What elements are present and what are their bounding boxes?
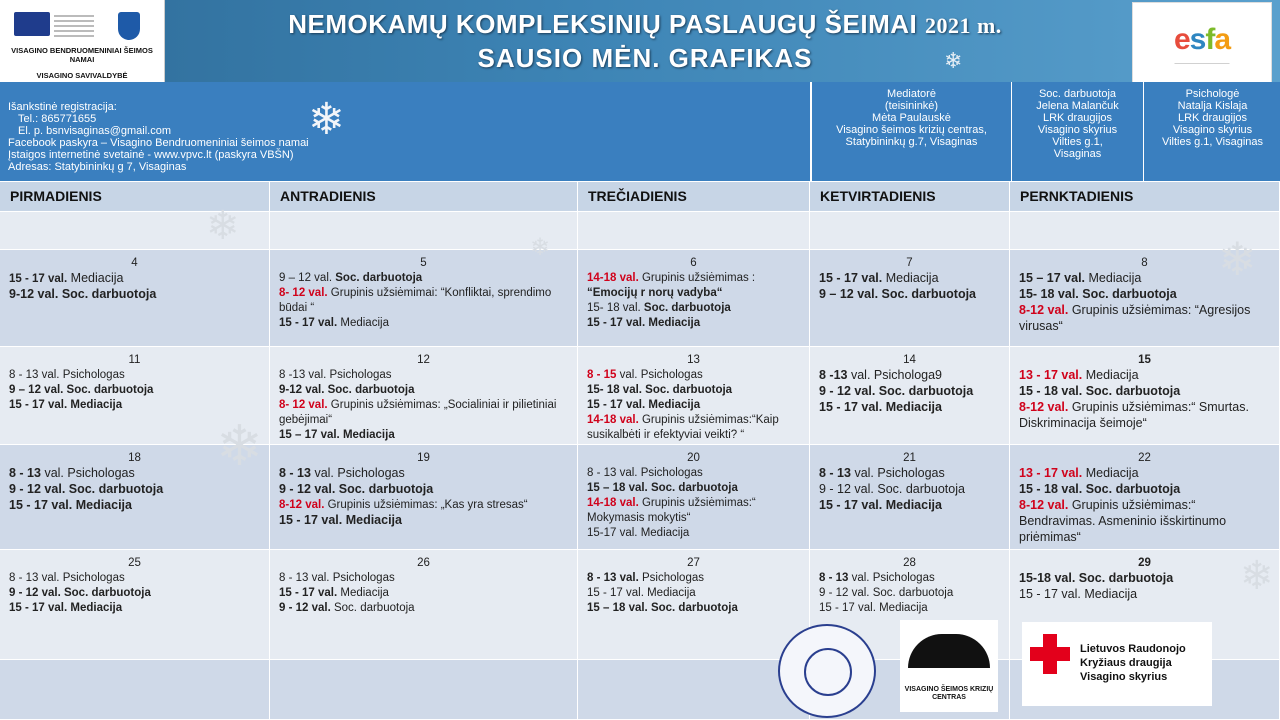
entry-time: 15 - 17 val. Mediacija	[1019, 587, 1138, 601]
entry-time: 8 -13	[279, 369, 309, 381]
staff-psychologist	[1143, 82, 1280, 181]
schedule-entry	[819, 368, 1000, 384]
schedule-entry	[819, 498, 1000, 514]
schedule-entry	[9, 398, 260, 413]
entry-time: 8 - 13	[9, 572, 42, 584]
schedule-entry	[587, 481, 800, 496]
entry-description: Grupinis užsiėmimas:“Kaip susikalbėti ir efektyviai veikti? “	[587, 414, 779, 441]
entry-time: 15 - 18 val. Soc. darbuotoja	[1019, 384, 1181, 398]
entry-time: 8 - 13	[819, 572, 852, 584]
schedule-entry	[819, 482, 1000, 498]
entry-time: 15 - 17 val. Mediacija	[819, 602, 928, 614]
entry-time: 9 - 12 val. Soc. darbuotoja	[819, 482, 965, 496]
schedule-entry	[587, 466, 800, 481]
entry-description: val. Psichologas	[619, 369, 703, 381]
day-cell	[0, 250, 270, 347]
esfa-logo-text: esfa	[1173, 23, 1231, 56]
staff-line: Vilties g.1, Visaginas	[1161, 136, 1264, 148]
entry-time: 15 - 17 val.	[819, 271, 883, 285]
schedule-entry	[819, 466, 1000, 482]
entry-time: 8- 12 val.	[279, 399, 328, 411]
visaginas-crest-icon	[118, 12, 140, 40]
entry-time: 15 - 17 val. Mediacija	[9, 602, 123, 614]
day-cell	[810, 445, 1010, 550]
entry-time: 15- 18 val. Soc. darbuotoja	[587, 384, 733, 396]
entry-description: Mediacija	[1082, 466, 1139, 480]
entry-time: 9 - 12 val. Soc. darbuotoja	[819, 384, 974, 398]
title-line2: SAUSIO MĖN. GRAFIKAS	[477, 43, 813, 73]
day-number: 12	[417, 354, 430, 366]
entry-time: 15 - 17 val. Mediacija	[819, 498, 942, 512]
esfa-logo-sub-icon: ———————————	[1174, 61, 1230, 67]
logo-left	[0, 0, 165, 84]
schedule-entry	[1019, 482, 1270, 498]
schedule-entry	[9, 498, 260, 514]
schedule-entry	[279, 398, 568, 428]
staff-line: Visagino šeimos krizių centras,	[836, 124, 987, 136]
entry-description: Psichologas	[641, 572, 704, 584]
day-number: 18	[128, 452, 141, 464]
weekday-header-row	[0, 182, 1280, 212]
title-year: 2021 m.	[924, 13, 1002, 38]
schedule-entry	[819, 287, 1000, 303]
schedule-entry	[9, 571, 260, 586]
day-cell	[810, 250, 1010, 347]
info-line: El. p. bsnvisaginas@gmail.com	[18, 125, 172, 137]
entry-description: val. Psichologas	[44, 466, 135, 480]
entry-description: Grupinis užsiėmimas:“ Mokymasis mokytis“	[587, 497, 756, 524]
schedule-entry	[587, 286, 800, 301]
day-number: 28	[903, 557, 916, 569]
entry-time: 9 - 12 val. Soc. darbuotoja	[9, 587, 151, 599]
entry-description: Mediacija	[1082, 368, 1139, 382]
day-number: 27	[687, 557, 700, 569]
day-number: 13	[687, 354, 700, 366]
entry-description: Grupinis užsiėmimas:“ Smurtas. Diskriminacija šeimoje“	[1019, 400, 1249, 430]
logo-left-sub: VISAGINO SAVIVALDYBĖ	[36, 71, 128, 80]
schedule-entry	[279, 601, 568, 616]
entry-description: Grupinis užsiėmimas :	[638, 272, 756, 284]
schedule-entry	[587, 301, 800, 316]
schedule-entry	[1019, 384, 1270, 400]
entry-time: 8 - 15	[587, 369, 620, 381]
weekday-header: KETVIRTADIENIS	[810, 182, 1010, 212]
logo-left-name: VISAGINO BENDRUOMENINIAI ŠEIMOS NAMAI	[11, 46, 153, 64]
schedule-entry	[279, 513, 568, 529]
snowflake-icon: ❄	[1240, 554, 1274, 598]
entry-time: 15 - 17 val. Mediacija	[819, 400, 942, 414]
entry-time: 15- 18 val. Soc. darbuotoja	[1019, 287, 1177, 301]
entry-time: 9-12 val. Soc. darbuotoja	[279, 384, 415, 396]
schedule-entry	[1019, 400, 1270, 432]
info-line: Išankstinė registracija:	[8, 101, 117, 113]
entry-description: val. Psichologas	[851, 572, 935, 584]
entry-time: 8 - 13	[819, 466, 855, 480]
day-cell	[1010, 445, 1280, 550]
weekday-header: PIRMADIENIS	[0, 182, 270, 212]
entry-time: 8-12 val.	[279, 499, 325, 511]
empty-row	[0, 212, 1280, 250]
entry-description: Soc. darbuotoja	[333, 602, 415, 614]
schedule-entry	[819, 601, 1000, 616]
staff-line: LRK draugijos	[1042, 112, 1113, 124]
entry-time: 8- 12 val.	[279, 287, 328, 299]
entry-description: Mediacija	[337, 317, 389, 329]
schedule-entry	[9, 383, 260, 398]
entry-time: 8 - 13	[279, 572, 312, 584]
entry-description: Mediacija	[882, 271, 939, 285]
entry-time: 13 - 17 val.	[1019, 368, 1083, 382]
empty-cell	[0, 660, 270, 720]
day-number: 14	[903, 354, 916, 366]
entry-description: Grupinis užsiėmimai: “Konfliktai, sprendimo būdai “	[279, 287, 552, 314]
snowflake-icon: ❄	[944, 48, 963, 73]
entry-time: 15 – 18 val. Soc. darbuotoja	[587, 602, 738, 614]
day-number: 20	[687, 452, 700, 464]
schedule-entry	[279, 482, 568, 498]
staff-line: Visagino skyrius	[1037, 124, 1118, 136]
staff-line: Soc. darbuotoja	[1038, 88, 1117, 100]
empty-cell	[810, 212, 1010, 250]
snowflake-icon: ❄	[1218, 233, 1257, 285]
weekday-header: PERNKTADIENIS	[1010, 182, 1280, 212]
umbrella-icon	[908, 634, 990, 668]
entry-description: val. Psichologa9	[850, 368, 942, 382]
empty-cell	[578, 660, 810, 720]
entry-time: 14-18 val.	[587, 414, 639, 426]
entry-description: Grupinis užsiėmimas: „Kas yra stresas“	[324, 499, 528, 511]
schedule-entry	[1019, 498, 1270, 546]
entry-description: val. Psichologas	[311, 572, 395, 584]
day-number: 15	[1138, 354, 1151, 366]
schedule-entry	[279, 586, 568, 601]
schedule-entry	[279, 498, 568, 513]
weekday-header: ANTRADIENIS	[270, 182, 578, 212]
entry-time: 9 – 12 val.	[279, 272, 336, 284]
staff-mediator	[811, 82, 1011, 181]
staff-line: (teisininkė)	[884, 100, 939, 112]
red-cross-line: Lietuvos Raudonojo	[1080, 643, 1186, 655]
schedule-entry	[587, 571, 800, 586]
day-cell	[270, 550, 578, 660]
staff-line: Mediatorė	[887, 88, 936, 100]
schedule-entry	[9, 482, 260, 498]
staff-line: Visaginas	[1053, 148, 1102, 160]
schedule-entry	[9, 368, 260, 383]
day-cell	[810, 347, 1010, 445]
pelican-emblem-icon	[778, 624, 876, 718]
schedule-entry	[819, 400, 1000, 416]
entry-time: 15 - 17 val. Mediacija	[587, 317, 701, 329]
schedule-entry	[1019, 587, 1270, 603]
entry-time: 9 – 12 val. Soc. darbuotoja	[9, 384, 154, 396]
schedule-entry	[279, 368, 568, 383]
snowflake-icon: ❄	[308, 95, 345, 144]
schedule-entry	[279, 383, 568, 398]
schedule-entry	[587, 368, 800, 383]
week-row	[0, 347, 1280, 445]
crisis-center-logo	[900, 620, 998, 712]
entry-time: 9-12 val. Soc. darbuotoja	[9, 287, 157, 301]
esfa-logo	[1132, 2, 1272, 86]
day-cell	[578, 347, 810, 445]
entry-description: val. Psichologas	[41, 572, 125, 584]
red-cross-line: Visagino skyrius	[1080, 671, 1168, 683]
day-cell	[0, 550, 270, 660]
day-number: 8	[1141, 257, 1148, 269]
schedule-entry	[587, 413, 800, 443]
day-number: 22	[1138, 452, 1151, 464]
info-line: Tel.: 865771655	[18, 113, 97, 125]
schedule-entry	[1019, 368, 1270, 384]
snowflake-icon: ❄	[216, 414, 263, 477]
schedule-entry	[587, 496, 800, 526]
day-number: 7	[906, 257, 913, 269]
day-number: 5	[420, 257, 427, 269]
info-line: Facebook paskyra – Visagino Bendruomeniniai šeimos namai	[8, 137, 309, 149]
entry-time: 8 - 13	[279, 466, 315, 480]
entry-description: val. Psichologas	[308, 369, 392, 381]
entry-time: 15 – 18 val. Soc. darbuotoja	[587, 482, 738, 494]
entry-time: 15 - 17 val.	[279, 587, 341, 599]
schedule-entry	[279, 428, 568, 443]
entry-time: 15 - 17 val.	[279, 317, 338, 329]
entry-description: Mediacija	[340, 587, 389, 599]
schedule-entry	[587, 271, 800, 286]
entry-time: 8-12 val.	[1019, 303, 1069, 317]
entry-description: val. Psichologas	[41, 369, 125, 381]
info-line: Adresas: Statybininkų g 7, Visaginas	[8, 161, 187, 173]
entry-time: 15 – 17 val. Mediacija	[279, 429, 395, 441]
entry-description: Mediacija	[67, 271, 124, 285]
registration-info	[0, 82, 811, 181]
staff-line: Mėta Paulauskė	[872, 112, 951, 124]
entry-time: 15-18 val. Soc. darbuotoja	[1019, 571, 1174, 585]
schedule-entry	[279, 271, 568, 286]
schedule-entry	[279, 466, 568, 482]
entry-time: 8 - 13	[9, 369, 42, 381]
day-cell	[578, 445, 810, 550]
entry-time: 15 – 17 val.	[1019, 271, 1086, 285]
day-number: 11	[128, 354, 141, 366]
schedule-entry	[819, 586, 1000, 601]
day-number: 26	[417, 557, 430, 569]
entry-time: 14-18 val.	[587, 272, 639, 284]
schedule-entry	[1019, 466, 1270, 482]
schedule-entry	[587, 398, 800, 413]
day-cell	[1010, 347, 1280, 445]
entry-time: 15 - 18 val. Soc. darbuotoja	[1019, 482, 1181, 496]
crisis-center-name: VISAGINO ŠEIMOS KRIZIŲ CENTRAS	[904, 686, 994, 701]
entry-time: 8-12 val.	[1019, 400, 1069, 414]
entry-time: 9 - 12 val.	[279, 602, 334, 614]
entry-time: 15 - 17 val. Mediacija	[587, 399, 701, 411]
day-number: 25	[128, 557, 141, 569]
entry-time: 15 - 17 val. Mediacija	[9, 498, 132, 512]
entry-description: Grupinis užsiėmimas: “Agresijos virusas“	[1019, 303, 1251, 333]
schedule-entry	[9, 271, 260, 287]
day-number: 6	[690, 257, 697, 269]
day-cell	[270, 445, 578, 550]
empty-cell	[578, 212, 810, 250]
staff-social-worker	[1011, 82, 1143, 181]
staff-line: Natalja Kislaja	[1177, 100, 1248, 112]
day-number: 21	[903, 452, 916, 464]
entry-description: val. Psichologas	[314, 466, 405, 480]
entry-time: 15 - 17 val.	[9, 273, 68, 285]
weekday-header: TREČIADIENIS	[578, 182, 810, 212]
snowflake-icon: ❄	[206, 204, 240, 248]
schedule-entry	[279, 571, 568, 586]
schedule-entry	[587, 601, 800, 616]
page-title	[170, 8, 1120, 74]
entry-time: 15 - 17 val. Mediacija	[587, 587, 696, 599]
entry-time: 9 - 12 val. Soc. darbuotoja	[819, 587, 954, 599]
day-number: 4	[131, 257, 138, 269]
day-number: 19	[417, 452, 430, 464]
schedule-entry	[587, 383, 800, 398]
entry-time: 8-12 val.	[1019, 498, 1069, 512]
staff-line: Visagino skyrius	[1172, 124, 1253, 136]
schedule-entry	[819, 384, 1000, 400]
entry-time: 8 - 13 val.	[587, 572, 642, 584]
entry-description: val. Psichologas	[854, 466, 945, 480]
entry-time: 15 - 17 val. Mediacija	[279, 513, 402, 527]
eu-fund-text-icon	[54, 12, 94, 42]
week-row	[0, 445, 1280, 550]
entry-time: 8 - 13	[587, 467, 620, 479]
entry-time: 15 - 17 val. Mediacija	[9, 399, 123, 411]
entry-description: Mediacija	[640, 527, 690, 539]
schedule-entry	[279, 286, 568, 316]
red-cross-line: Kryžiaus draugija	[1080, 657, 1172, 669]
schedule-entry	[587, 586, 800, 601]
staff-line: Vilties g.1,	[1052, 136, 1103, 148]
entry-time: 13 - 17 val.	[1019, 466, 1083, 480]
day-number: 29	[1138, 557, 1151, 569]
staff-line: LRK draugijos	[1177, 112, 1248, 124]
info-line: Įstaigos internetinė svetainė - www.vpvc.lt (paskyra VBŠN)	[8, 149, 294, 161]
day-cell	[578, 550, 810, 660]
red-cross-icon	[1030, 634, 1070, 674]
staff-line: Psichologė	[1185, 88, 1240, 100]
schedule-entry	[1019, 287, 1270, 303]
schedule-entry	[819, 571, 1000, 586]
schedule-entry	[587, 316, 800, 331]
staff-line: Statybininkų g.7, Visaginas	[845, 136, 978, 148]
entry-time: “Emocijų r norų vadyba“	[587, 287, 723, 299]
entry-time: 15- 18 val.	[587, 302, 644, 314]
entry-time: 9 – 12 val. Soc. darbuotoja	[819, 287, 977, 301]
entry-time: 9 - 12 val. Soc. darbuotoja	[279, 482, 434, 496]
staff-line: Jelena Malančuk	[1036, 100, 1119, 112]
week-row	[0, 250, 1280, 347]
entry-time: 8 - 13	[9, 466, 45, 480]
entry-time: 9 - 12 val. Soc. darbuotoja	[9, 482, 164, 496]
schedule-entry	[1019, 303, 1270, 335]
schedule-entry	[9, 601, 260, 616]
schedule-entry	[819, 271, 1000, 287]
red-cross-logo	[1022, 622, 1212, 706]
title-line1: NEMOKAMŲ KOMPLEKSINIŲ PASLAUGŲ ŠEIMAI	[288, 9, 918, 39]
entry-description: Soc. darbuotoja	[643, 302, 731, 314]
eu-flag-icon	[14, 12, 50, 36]
schedule-entry	[9, 586, 260, 601]
schedule-entry	[279, 316, 568, 331]
schedule-entry	[587, 526, 800, 541]
entry-time: 15-17 val.	[587, 527, 641, 539]
entry-time: 14-18 val.	[587, 497, 639, 509]
entry-description: val. Psichologas	[619, 467, 703, 479]
empty-cell	[270, 660, 578, 720]
snowflake-icon: ❄	[530, 234, 551, 261]
schedule-entry	[1019, 571, 1270, 587]
entry-description: Grupinis užsiėmimas:“ Bendravimas. Asmeninio išskirtinumo priėmimas“	[1019, 498, 1227, 544]
entry-description: Mediacija	[1085, 271, 1142, 285]
day-cell	[270, 250, 578, 347]
day-cell	[578, 250, 810, 347]
entry-description: Soc. darbuotoja	[335, 272, 423, 284]
day-cell	[270, 347, 578, 445]
entry-description: Grupinis užsiėmimas: „Socialiniai ir pilietiniai gebėjimai“	[279, 399, 557, 426]
entry-time: 8 -13	[819, 368, 851, 382]
schedule-entry	[9, 287, 260, 303]
